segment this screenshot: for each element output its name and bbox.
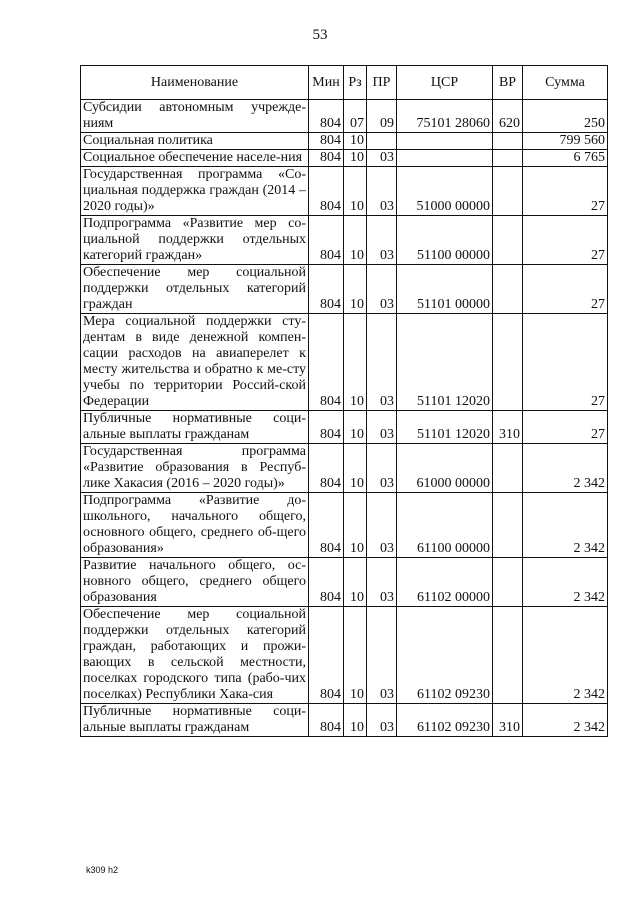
row-min: 804 (309, 493, 344, 558)
row-rz: 10 (344, 265, 367, 314)
row-csr: 75101 28060 (397, 100, 493, 133)
header-min: Мин (309, 66, 344, 100)
row-name: Обеспечение мер социальной поддержки отдельных категорий граждан (81, 265, 309, 314)
row-csr: 61102 09230 (397, 704, 493, 737)
row-min: 804 (309, 167, 344, 216)
row-min: 804 (309, 133, 344, 150)
row-min: 804 (309, 558, 344, 607)
row-pr: 03 (367, 314, 397, 411)
row-vr (493, 150, 523, 167)
table-row (81, 493, 608, 558)
row-sum: 2 342 (523, 607, 608, 704)
row-csr: 51101 12020 (397, 314, 493, 411)
row-vr (493, 558, 523, 607)
row-name: Обеспечение мер социальной поддержки отдельных категорий граждан, работающих и прожи-вающих в сельской местности, поселках городского типа (рабо-чих поселках) Республики Хака-сия (81, 607, 309, 704)
row-pr (367, 133, 397, 150)
row-name: Государственная программа «Развитие образования в Респуб-лике Хакасия (2016 – 2020 годы)» (81, 444, 309, 493)
row-min: 804 (309, 411, 344, 444)
row-min: 804 (309, 607, 344, 704)
row-rz: 10 (344, 704, 367, 737)
row-pr: 03 (367, 558, 397, 607)
row-min: 804 (309, 444, 344, 493)
row-rz: 10 (344, 150, 367, 167)
row-name: Мера социальной поддержки сту-дентам в виде денежной компен-сации расходов на авиаперелет к месту жительства и обратно к ме-сту учебы по территории Россий-ской Федерации (81, 314, 309, 411)
page-number: 53 (312, 27, 328, 43)
row-vr (493, 493, 523, 558)
row-name: Государственная программа «Со-циальная поддержка граждан (2014 – 2020 годы)» (81, 167, 309, 216)
row-sum: 2 342 (523, 558, 608, 607)
header-pr: ПР (367, 66, 397, 100)
table-row (81, 150, 608, 167)
row-name: Публичные нормативные соци-альные выплаты гражданам (81, 704, 309, 737)
table-row (81, 411, 608, 444)
row-name: Субсидии автономным учрежде-ниям (81, 100, 309, 133)
row-vr: 620 (493, 100, 523, 133)
row-rz: 10 (344, 558, 367, 607)
row-csr: 51101 12020 (397, 411, 493, 444)
row-min: 804 (309, 216, 344, 265)
table-row (81, 167, 608, 216)
row-vr: 310 (493, 411, 523, 444)
row-sum: 799 560 (523, 133, 608, 150)
row-vr (493, 133, 523, 150)
table-row (81, 265, 608, 314)
row-rz: 10 (344, 314, 367, 411)
row-csr: 61100 00000 (397, 493, 493, 558)
row-min: 804 (309, 265, 344, 314)
row-sum: 6 765 (523, 150, 608, 167)
row-name: Социальная политика (81, 133, 309, 150)
row-rz: 10 (344, 607, 367, 704)
row-vr (493, 265, 523, 314)
row-csr: 51101 00000 (397, 265, 493, 314)
row-name: Развитие начального общего, ос-новного общего, среднего общего образования (81, 558, 309, 607)
row-pr: 09 (367, 100, 397, 133)
row-name: Подпрограмма «Развитие до-школьного, начального общего, основного общего, среднего об-щего образования» (81, 493, 309, 558)
table-header-row (81, 66, 608, 100)
row-sum: 250 (523, 100, 608, 133)
table-row (81, 704, 608, 737)
row-min: 804 (309, 100, 344, 133)
row-min: 804 (309, 314, 344, 411)
row-pr: 03 (367, 150, 397, 167)
row-vr (493, 216, 523, 265)
row-rz: 10 (344, 493, 367, 558)
row-pr: 03 (367, 493, 397, 558)
row-sum: 27 (523, 265, 608, 314)
row-sum: 2 342 (523, 444, 608, 493)
row-rz: 07 (344, 100, 367, 133)
row-vr (493, 607, 523, 704)
row-vr (493, 444, 523, 493)
row-sum: 27 (523, 411, 608, 444)
row-min: 804 (309, 150, 344, 167)
row-csr (397, 133, 493, 150)
row-csr: 61102 00000 (397, 558, 493, 607)
budget-table (80, 65, 608, 737)
row-sum: 2 342 (523, 493, 608, 558)
table-row (81, 607, 608, 704)
row-csr: 51100 00000 (397, 216, 493, 265)
row-pr: 03 (367, 411, 397, 444)
row-rz: 10 (344, 167, 367, 216)
row-csr (397, 150, 493, 167)
row-rz: 10 (344, 133, 367, 150)
row-csr: 51000 00000 (397, 167, 493, 216)
row-pr: 03 (367, 607, 397, 704)
row-csr: 61000 00000 (397, 444, 493, 493)
table-row (81, 216, 608, 265)
row-sum: 2 342 (523, 704, 608, 737)
row-pr: 03 (367, 216, 397, 265)
row-pr: 03 (367, 265, 397, 314)
table-row (81, 444, 608, 493)
row-rz: 10 (344, 216, 367, 265)
row-sum: 27 (523, 314, 608, 411)
row-csr: 61102 09230 (397, 607, 493, 704)
row-name: Публичные нормативные соци-альные выплаты гражданам (81, 411, 309, 444)
table-row (81, 133, 608, 150)
row-name: Социальное обеспечение населе-ния (81, 150, 309, 167)
row-rz: 10 (344, 411, 367, 444)
row-vr: 310 (493, 704, 523, 737)
row-vr (493, 314, 523, 411)
row-vr (493, 167, 523, 216)
row-name: Подпрограмма «Развитие мер со-циальной поддержки отдельных категорий граждан» (81, 216, 309, 265)
footer-code: k309 h2 (86, 865, 119, 875)
row-sum: 27 (523, 167, 608, 216)
row-rz: 10 (344, 444, 367, 493)
header-csr: ЦСР (397, 66, 493, 100)
header-sum: Сумма (523, 66, 608, 100)
table-row (81, 314, 608, 411)
row-pr: 03 (367, 444, 397, 493)
row-sum: 27 (523, 216, 608, 265)
header-name: Наименование (81, 66, 309, 100)
row-pr: 03 (367, 167, 397, 216)
table-row (81, 100, 608, 133)
row-pr: 03 (367, 704, 397, 737)
table-row (81, 558, 608, 607)
row-min: 804 (309, 704, 344, 737)
header-vr: ВР (493, 66, 523, 100)
header-rz: Рз (344, 66, 367, 100)
